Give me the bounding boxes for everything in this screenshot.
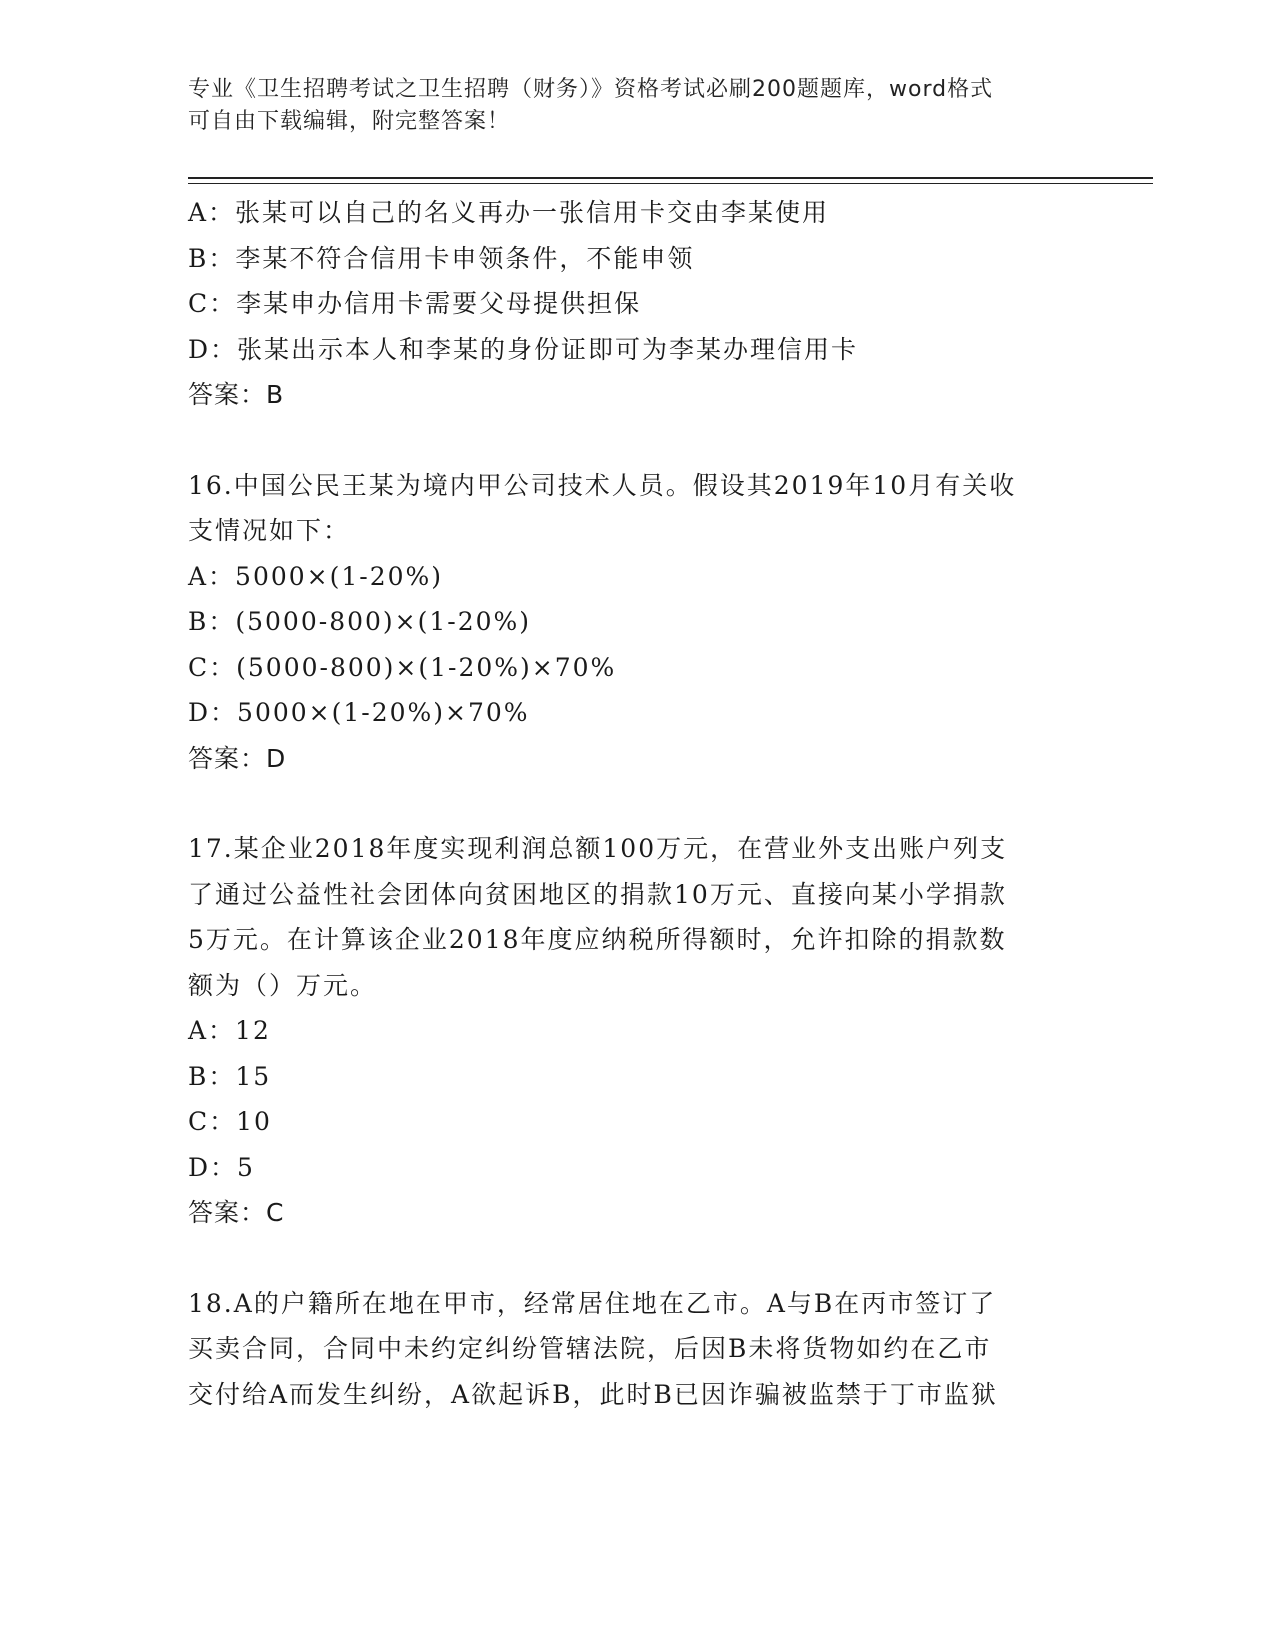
question-list [188,190,1078,1417]
header-line-2: 可自由下载编辑，附完整答案！ [188,109,511,134]
question-stem-line: 16.中国公民王某为境内甲公司技术人员。假设其2019年10月有关收 [188,470,1017,500]
question-stem-line: 18.A的户籍所在地在甲市，经常居住地在乙市。A与B在丙市签订了 [188,1288,997,1318]
question-stem-line: 17.某企业2018年度实现利润总额100万元，在营业外支出账户列支 [188,834,1008,863]
option-c: C：10 [188,1107,272,1136]
question-stem-line: 买卖合同，合同中未约定纠纷管辖法院，后因B未将货物如约在乙市 [188,1334,992,1363]
question-17 [188,826,1078,1236]
question-15 [188,190,1078,418]
option-c: C：(5000-800)×(1-20%)×70% [188,652,617,682]
question-stem-line: 额为（）万元。 [188,970,378,1000]
option-a: A：12 [188,1016,271,1045]
header-line-1: 专业《卫生招聘考试之卫生招聘（财务）》资格考试必刷200题题库，word格式 [188,77,994,102]
option-a: A：5000×(1-20%) [188,561,444,591]
question-16 [188,463,1078,782]
answer: 答案：C [188,1198,285,1227]
option-a: A：张某可以自己的名义再办一张信用卡交由李某使用 [188,198,830,227]
question-stem-line: 交付给A而发生纠纷，A欲起诉B，此时B已因诈骗被监禁于丁市监狱 [188,1379,998,1409]
header-divider-thin [188,183,1153,184]
question-stem-line: 了通过公益性社会团体向贫困地区的捐款10万元、直接向某小学捐款 [188,879,1007,909]
question-18 [188,1281,1078,1418]
option-b: B：(5000-800)×(1-20%) [188,607,532,636]
option-d: D：5000×(1-20%)×70% [188,698,530,727]
answer: 答案：B [188,380,285,409]
document-header [188,74,1088,138]
question-stem-line: 5万元。在计算该企业2018年度应纳税所得额时，允许扣除的捐款数 [188,925,1007,954]
option-d: D：张某出示本人和李某的身份证即可为李某办理信用卡 [188,334,859,364]
question-stem-line: 支情况如下： [188,516,351,545]
option-b: B：李某不符合信用卡申领条件，不能申领 [188,243,695,273]
header-divider-thick [188,177,1153,179]
option-d: D：5 [188,1152,255,1182]
answer: 答案：D [188,743,287,773]
option-c: C：李某申办信用卡需要父母提供担保 [188,289,642,318]
option-b: B：15 [188,1061,272,1091]
